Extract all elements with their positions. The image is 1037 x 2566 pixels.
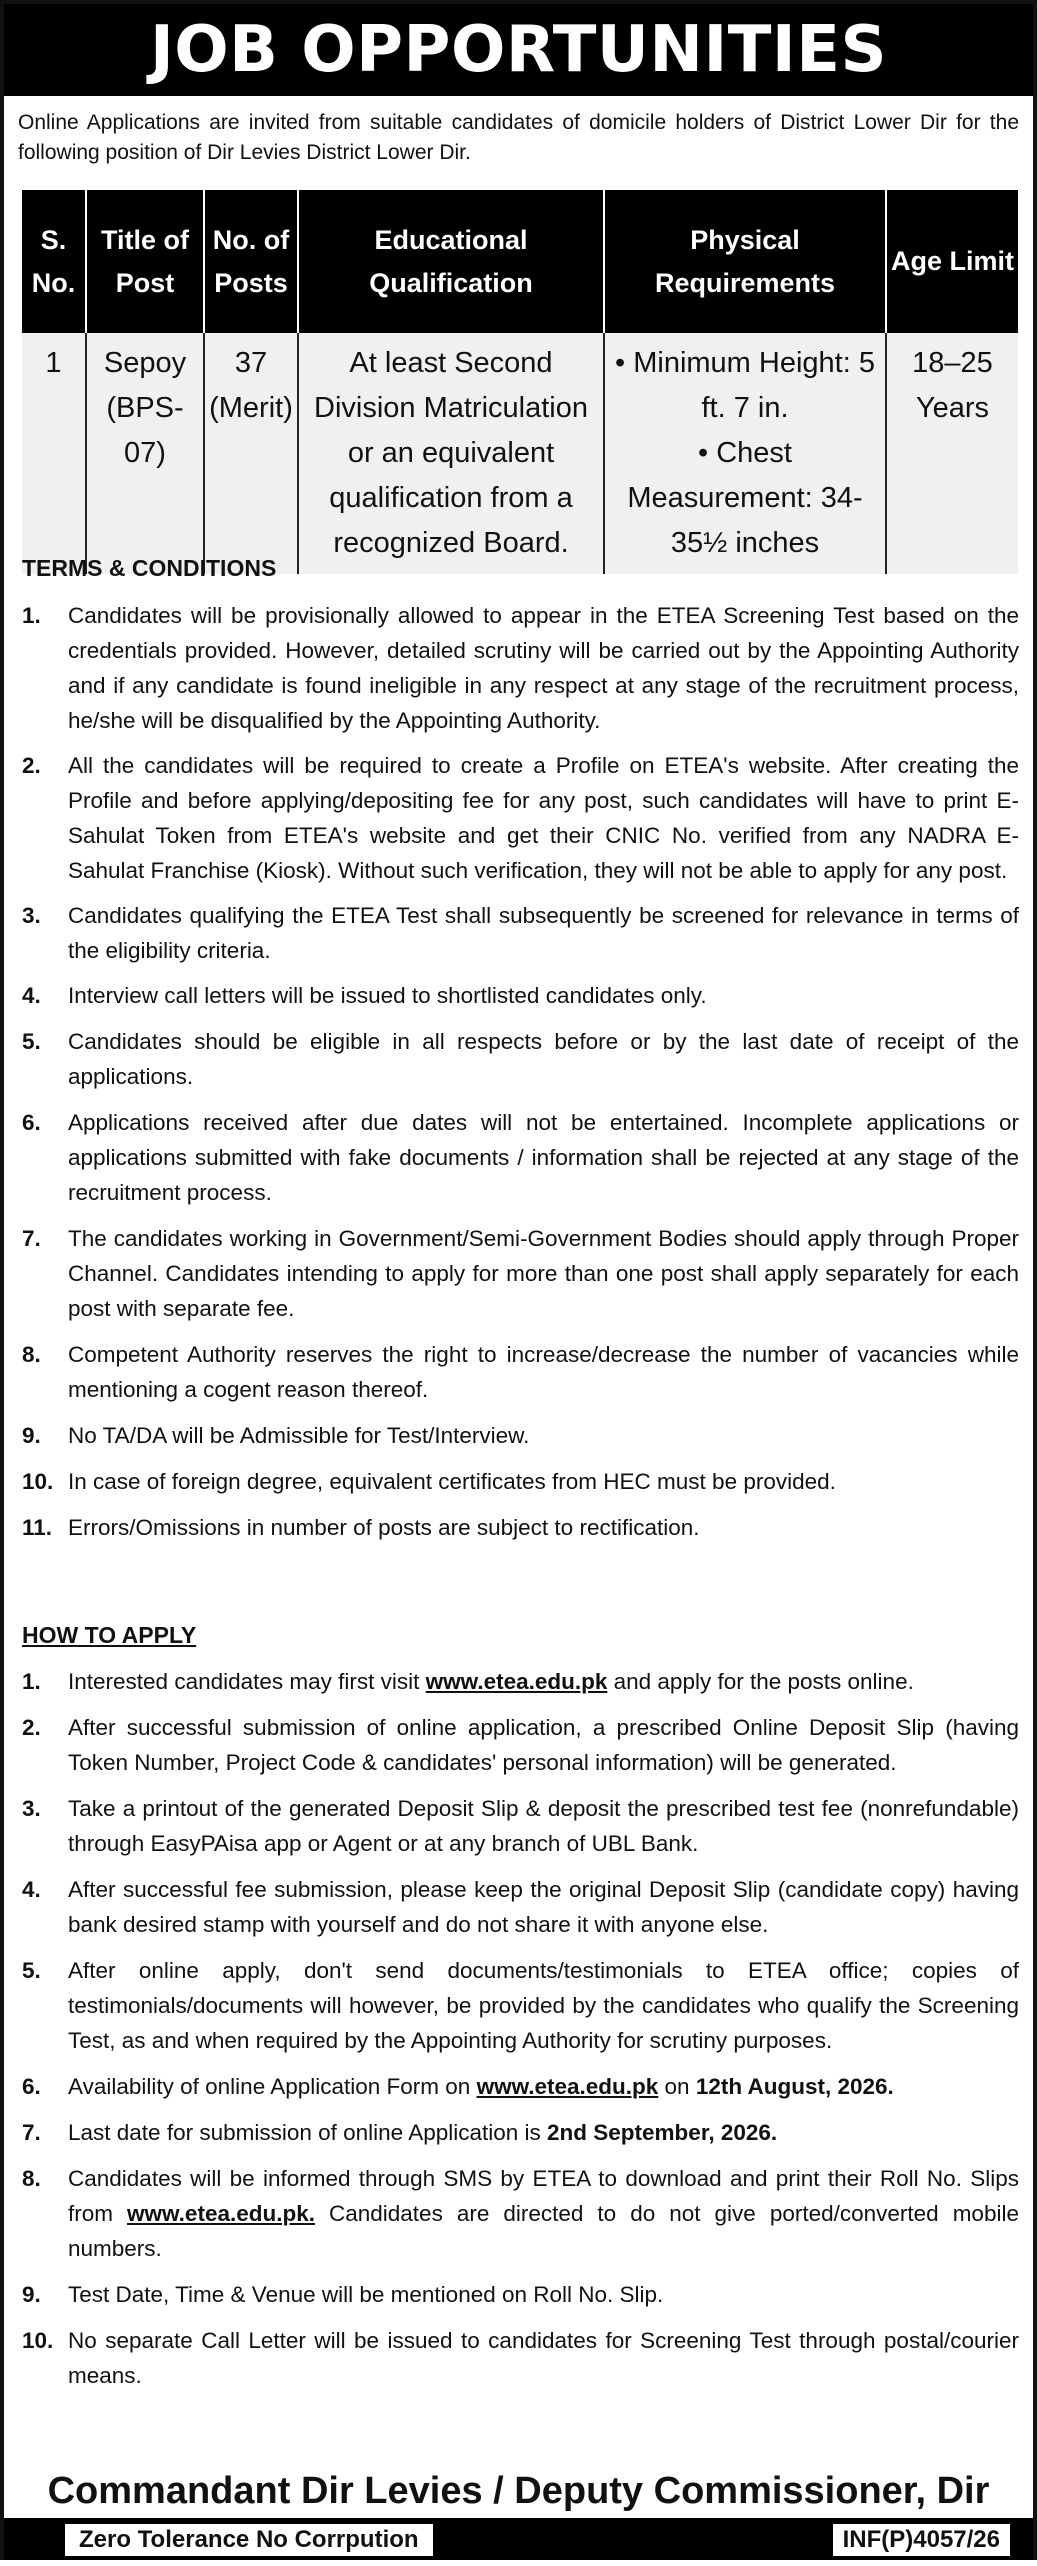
header-educational-qualification: Educational Qualification: [298, 190, 604, 333]
item-text: Competent Authority reserves the right to increase/decrease the number of vacancies while mentioning a cogent reason thereof.: [68, 1342, 1019, 1402]
list-item: [22, 2277, 1019, 2312]
list-item: [22, 2115, 1019, 2150]
item-number: 5.: [22, 1029, 41, 1054]
item-number: 3.: [22, 1796, 41, 1821]
list-item: [22, 598, 1019, 738]
list-item: [22, 898, 1019, 968]
cell-physical: [604, 333, 886, 574]
item-number: 3.: [22, 903, 41, 928]
vacancy-table: [22, 190, 1018, 574]
item-number: 8.: [22, 2166, 41, 2191]
cell-qualification: At least Second Division Matriculation or an equivalent qualification from a recognized Board.: [298, 333, 604, 574]
list-item: [22, 1872, 1019, 1942]
list-item: [22, 1418, 1019, 1453]
physical-chest: • Chest Measurement: 34-35½ inches: [627, 437, 863, 559]
item-number: 6.: [22, 2074, 41, 2099]
physical-height: • Minimum Height: 5 ft. 7 in.: [615, 347, 875, 424]
item-text: All the candidates will be required to create a Profile on ETEA's website. After creating the Profile and before applying/depositing fee for any post, such candidates will have to print E-Sahulat Token from ETEA's website and get their CNIC No. verified from any NADRA E-Sahulat Franchise (Kiosk). Without such verification, they will not be able to apply for any post.: [68, 753, 1019, 883]
item-text: No TA/DA will be Admissible for Test/Interview.: [68, 1423, 530, 1448]
header-no-of-posts: No. of Posts: [204, 190, 298, 333]
list-item: [22, 978, 1019, 1013]
cell-sno: 1: [22, 333, 86, 574]
list-item: [22, 1510, 1019, 1545]
list-item: [22, 1953, 1019, 2058]
item-text: After online apply, don't send documents/testimonials to ETEA office; copies of testimonials/documents will however, be provided by the candidates who qualify the Screening Test, as and when required by the Appointing Authority for scrutiny purposes.: [68, 1958, 1019, 2053]
item-number: 1.: [22, 1669, 41, 1694]
zero-tolerance-badge: Zero Tolerance No Corrpution: [64, 2523, 434, 2557]
list-item: [22, 1710, 1019, 1780]
list-item: [22, 2069, 1019, 2104]
item-text: Applications received after due dates will not be entertained. Incomplete applications or applications submitted with fake documents / information shall be rejected at any stage of the recruitment process.: [68, 1110, 1019, 1205]
item-number: 4.: [22, 1877, 41, 1902]
table-row: [22, 333, 1018, 574]
terms-list: [22, 598, 1019, 1545]
list-item: [22, 1337, 1019, 1407]
item-text: Test Date, Time & Venue will be mentioned on Roll No. Slip.: [68, 2282, 664, 2307]
list-item: [22, 748, 1019, 888]
how-to-apply-list: [22, 1664, 1019, 2393]
item-number: 8.: [22, 1342, 41, 1367]
item-number: 10.: [22, 2328, 54, 2353]
list-item: [22, 1024, 1019, 1094]
cell-age: 18–25 Years: [886, 333, 1018, 574]
reference-number: INF(P)4057/26: [832, 2523, 1011, 2557]
item-text: Last date for submission of online Application is: [68, 2120, 548, 2145]
list-item: [22, 1664, 1019, 1699]
etea-website-link[interactable]: www.etea.edu.pk: [476, 2074, 659, 2099]
list-item: [22, 1221, 1019, 1326]
intro-paragraph: Online Applications are invited from suitable candidates of domicile holders of District Lower Dir for the following position of Dir Levies District Lower Dir.: [18, 111, 1019, 164]
item-number: 2.: [22, 1715, 41, 1740]
item-text: Interested candidates may first visit: [68, 1669, 426, 1694]
item-number: 5.: [22, 1958, 41, 1983]
item-text: Candidates will be informed through SMS by ETEA to download and print their Roll No. Slips from: [68, 2166, 1019, 2226]
item-text: In case of foreign degree, equivalent certificates from HEC must be provided.: [68, 1469, 836, 1494]
header-title-of-post: Title of Post: [86, 190, 204, 333]
list-item: [22, 1464, 1019, 1499]
availability-date: 12th August, 2026.: [695, 2074, 894, 2099]
header-sno: S. No.: [22, 190, 86, 333]
item-text: Availability of online Application Form on: [68, 2074, 477, 2099]
item-number: 4.: [22, 983, 41, 1008]
item-text: After successful submission of online application, a prescribed Online Deposit Slip (having Token Number, Project Code & candidates' personal information) will be generated.: [68, 1715, 1019, 1775]
item-number: 7.: [22, 1226, 41, 1251]
list-item: [22, 2323, 1019, 2393]
list-item: [22, 1791, 1019, 1861]
item-number: 6.: [22, 1110, 41, 1135]
item-number: 7.: [22, 2120, 41, 2145]
item-text-rest: Candidates are directed to do not give ported/converted mobile numbers.: [68, 2201, 1019, 2261]
list-item: [22, 1105, 1019, 1210]
item-text-rest: and apply for the posts online.: [607, 1669, 914, 1694]
how-to-apply-heading: HOW TO APPLY: [22, 1622, 197, 1648]
cell-title: Sepoy (BPS-07): [86, 333, 204, 574]
terms-heading: TERMS & CONDITIONS: [22, 555, 277, 581]
etea-website-link[interactable]: www.etea.edu.pk.: [127, 2201, 315, 2226]
header-age-limit: Age Limit: [886, 190, 1018, 333]
cell-posts: 37 (Merit): [204, 333, 298, 574]
item-number: 11.: [22, 1515, 53, 1540]
item-text: Candidates will be provisionally allowed to appear in the ETEA Screening Test based on the credentials provided. However, detailed scrutiny will be carried out by the Appointing Authority and if any candidate is found ineligible in any respect at any stage of the recruitment process, he/she will be disqualified by the Appointing Authority.: [68, 603, 1019, 733]
item-text: Take a printout of the generated Deposit Slip & deposit the prescribed test fee (nonrefundable) through EasyPAisa app or Agent or at any branch of UBL Bank.: [68, 1796, 1019, 1856]
item-number: 10.: [22, 1469, 54, 1494]
header-physical-requirements: Physical Requirements: [604, 190, 886, 333]
item-text: Candidates should be eligible in all respects before or by the last date of receipt of the applications.: [68, 1029, 1019, 1089]
item-text: Interview call letters will be issued to shortlisted candidates only.: [68, 983, 707, 1008]
etea-website-link[interactable]: www.etea.edu.pk: [425, 1669, 608, 1694]
last-date: 2nd September, 2026.: [547, 2120, 778, 2145]
item-text: Candidates qualifying the ETEA Test shall subsequently be screened for relevance in terms of the eligibility criteria.: [68, 903, 1019, 963]
item-number: 9.: [22, 2282, 41, 2307]
item-text: After successful fee submission, please keep the original Deposit Slip (candidate copy) having bank desired stamp with yourself and do not share it with anyone else.: [68, 1877, 1019, 1937]
table-header-row: [22, 190, 1018, 333]
item-number: 9.: [22, 1423, 41, 1448]
item-number: 2.: [22, 753, 41, 778]
item-text: No separate Call Letter will be issued to candidates for Screening Test through postal/courier means.: [68, 2328, 1019, 2388]
page-title: JOB OPPORTUNITIES: [4, 4, 1033, 96]
item-text-rest: on: [658, 2074, 696, 2099]
item-text: Errors/Omissions in number of posts are subject to rectification.: [68, 1515, 700, 1540]
signature-line: Commandant Dir Levies / Deputy Commissioner, Dir: [47, 2470, 990, 2512]
item-text: The candidates working in Government/Semi-Government Bodies should apply through Proper Channel. Candidates intending to apply for more than one post shall apply separately for each post with separate fee.: [68, 1226, 1019, 1321]
list-item: [22, 2161, 1019, 2266]
item-number: 1.: [22, 603, 41, 628]
